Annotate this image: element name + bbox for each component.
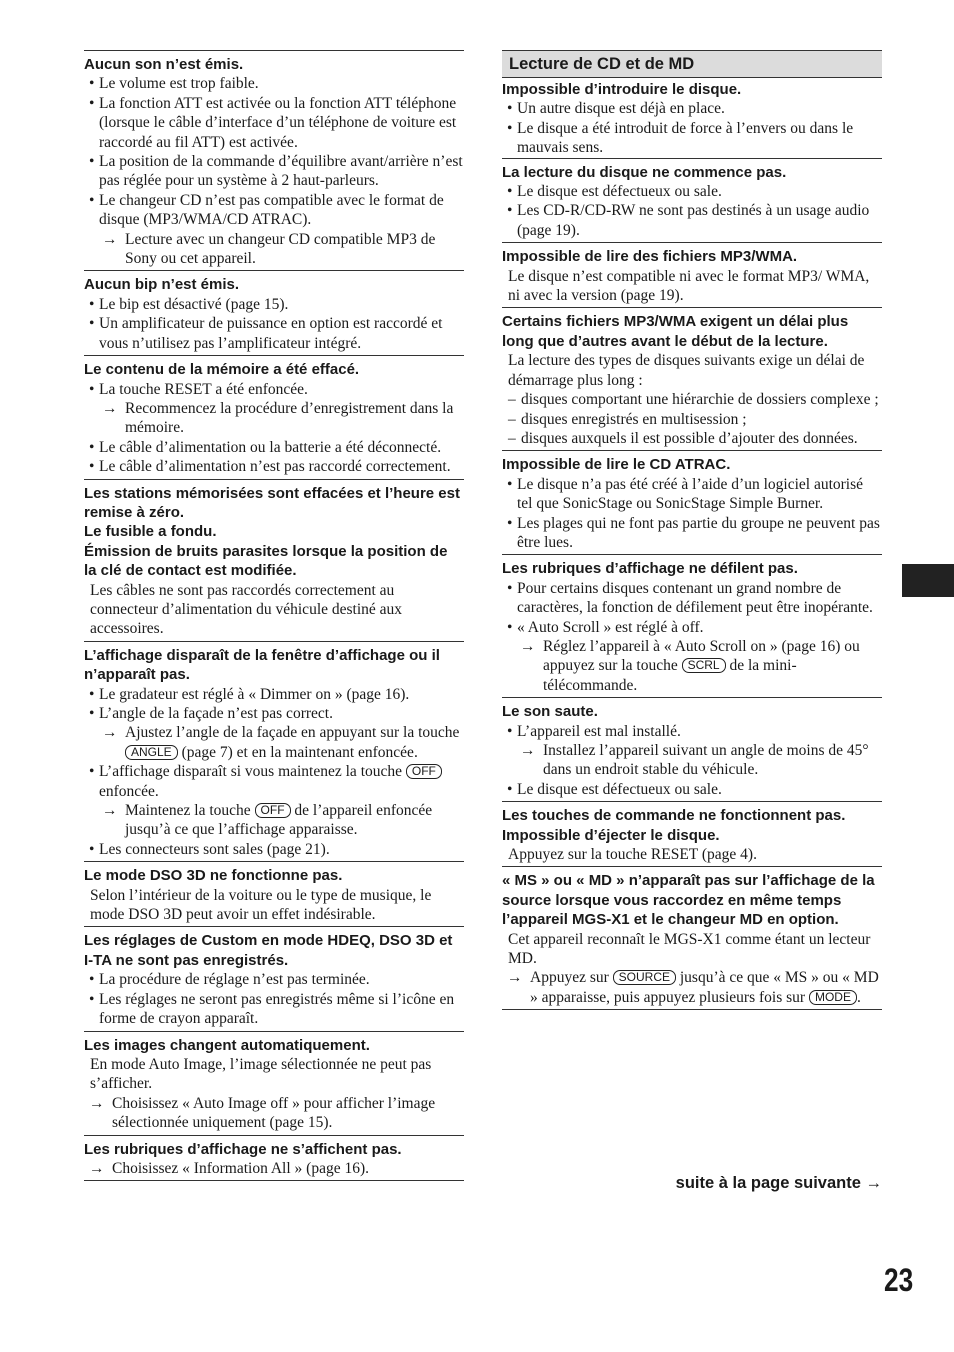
text: Réglez l’appareil à « Auto Scroll on » (page 16) ou appuyez sur la touche xyxy=(543,637,860,675)
arrow-item: → Recommencez la procédure d’enregistrement dans la mémoire. xyxy=(84,399,464,438)
paragraph: En mode Auto Image, l’image sélectionnée ne peut pas s’afficher. xyxy=(90,1055,432,1093)
text: Maintenez la touche xyxy=(125,802,251,820)
dash-item: – disques auxquels il est possible d’ajouter des données. xyxy=(502,429,882,448)
side-tab-marker xyxy=(902,564,954,597)
left-section-no-sound xyxy=(84,50,464,270)
bullet: • La position de la commande d’équilibre avant/arrière n’est pas réglée pour un système à 2 haut-parleurs. xyxy=(84,152,464,191)
heading: Aucun son n’est émis. xyxy=(84,56,244,73)
bullet: • Le disque n’a pas été créé à l’aide d’un logiciel autorisé tel que SonicStage ou SonicStage Simple Burner. xyxy=(502,475,882,514)
bullet xyxy=(84,762,464,801)
right-column xyxy=(502,50,882,1010)
left-section-images xyxy=(84,1031,464,1135)
paragraph: Cet appareil reconnaît le MGS-X1 comme étant un lecteur MD. xyxy=(508,930,871,968)
bullet: • Le changeur CD n’est pas compatible avec le format de disque (MP3/WMA/CD ATRAC). xyxy=(84,191,464,230)
arrow-item xyxy=(502,968,882,1007)
arrow-item: → Choisissez « Auto Image off » pour afficher l’image sélectionnée uniquement (page 15). xyxy=(84,1094,464,1133)
text: Ajustez l’angle de la façade en appuyant sur la touche xyxy=(125,724,460,742)
arrow-item xyxy=(502,637,882,695)
paragraph: Selon l’intérieur de la voiture ou le type de musique, le mode DSO 3D peut avoir un effet indésirable. xyxy=(90,886,432,924)
angle-key: ANGLE xyxy=(125,745,178,760)
dash-item: – disques comportant une hiérarchie de dossiers complexe ; xyxy=(502,390,882,409)
right-section-playback xyxy=(502,158,882,243)
right-section-atrac xyxy=(502,450,882,554)
paragraph: Le disque n’est compatible ni avec le format MP3/ WMA, ni avec la version (page 19). xyxy=(508,267,870,305)
text: L’affichage disparaît si vous maintenez la touche xyxy=(99,763,403,781)
text: (page 7) et en la maintenant enfoncée. xyxy=(181,743,418,761)
left-section-display-disappears xyxy=(84,641,464,861)
right-section-ms-md xyxy=(502,866,882,1010)
heading: Les images changent automatiquement. xyxy=(84,1036,370,1054)
off-key: OFF xyxy=(406,764,442,779)
scrl-key: SCRL xyxy=(682,658,726,673)
bullet: • Les réglages ne seront pas enregistrés même si l’icône en forme de crayon apparaît. xyxy=(84,990,464,1029)
bullet: • L’appareil est mal installé. xyxy=(502,722,882,741)
text: Appuyez sur xyxy=(530,969,609,987)
heading: Aucun bip n’est émis. xyxy=(84,276,240,294)
text: de l’appareil enfoncée jusqu’à ce que l’affichage apparaisse. xyxy=(125,802,433,839)
bullet: • La fonction ATT est activée ou la fonction ATT téléphone (lorsque le câble d’interface d’un téléphone de voiture est raccordé au fil ATT) est activée. xyxy=(84,94,464,152)
paragraph: Les câbles ne sont pas raccordés correctement au connecteur d’alimentation du véhicule destiné aux accessoires. xyxy=(90,581,403,638)
arrow-item: → Lecture avec un changeur CD compatible MP3 de Sony ou cet appareil. xyxy=(84,230,464,269)
heading: Le fusible a fondu. xyxy=(84,523,217,541)
heading: Le contenu de la mémoire a été effacé. xyxy=(84,361,360,379)
bullet: • Les plages qui ne font pas partie du groupe ne peuvent pas être lues. xyxy=(502,514,882,553)
bullet: • « Auto Scroll » est réglé à off. xyxy=(502,618,882,637)
bullet: • Les connecteurs sont sales (page 21). xyxy=(84,840,464,859)
left-section-memory-erased xyxy=(84,355,464,478)
left-column xyxy=(84,50,464,1181)
paragraph: La lecture des types de disques suivants exige un délai de démarrage plus long : xyxy=(508,352,865,389)
arrow-item: → Installez l’appareil suivant un angle de moins de 45° dans un endroit stable du véhicule. xyxy=(502,741,882,780)
text: jusqu’à ce que « MS » ou « MD » apparaisse, puis appuyez plusieurs fois sur xyxy=(530,969,879,1006)
heading: « MS » ou « MD » n’apparaît pas sur l’affichage de la source lorsque vous raccordez en même temps l’appareil MGS-X1 et le changeur MD en option. xyxy=(502,872,875,929)
bullet: • Le disque a été introduit de force à l’envers ou dans le mauvais sens. xyxy=(502,119,882,158)
arrow-item: → Choisissez « Information All » (page 16). xyxy=(84,1159,464,1178)
right-section-buttons xyxy=(502,801,882,866)
left-section-no-beep xyxy=(84,270,464,355)
heading: Les rubriques d’affichage ne s’affichent pas. xyxy=(84,1140,402,1158)
right-section-skips xyxy=(502,697,882,801)
left-section-custom xyxy=(84,926,464,1030)
off-key: OFF xyxy=(255,803,291,818)
text: enfoncée. xyxy=(99,782,159,800)
heading: Impossible d’éjecter le disque. xyxy=(502,826,720,844)
heading: Les rubriques d’affichage ne défilent pas. xyxy=(502,560,798,578)
left-section-display-items xyxy=(84,1135,464,1182)
bullet: • Un amplificateur de puissance en option est raccordé et vous n’utilisez pas l’amplificateur intégré. xyxy=(84,314,464,353)
mode-key: MODE xyxy=(809,990,857,1005)
bullet: • Le câble d’alimentation n’est pas raccordé correctement. xyxy=(84,457,464,476)
right-section-mp3 xyxy=(502,242,882,307)
bullet: • L’angle de la façade n’est pas correct. xyxy=(84,704,464,723)
heading: Impossible de lire le CD ATRAC. xyxy=(502,456,731,474)
continued-next-page: suite à la page suivante → xyxy=(675,1174,882,1192)
heading: Impossible d’introduire le disque. xyxy=(502,81,742,98)
heading: La lecture du disque ne commence pas. xyxy=(502,163,787,181)
arrow-item xyxy=(84,801,464,840)
right-section-delay xyxy=(502,307,882,450)
bullet: • Le bip est désactivé (page 15). xyxy=(84,295,464,314)
heading: Les stations mémorisées sont effacées et l’heure est remise à zéro. xyxy=(84,484,460,521)
text: de la mini-télécommande. xyxy=(543,657,797,694)
bullet: • Les CD-R/CD-RW ne sont pas destinés à un usage audio (page 19). xyxy=(502,201,882,240)
bullet: • Le câble d’alimentation ou la batterie a été déconnecté. xyxy=(84,438,464,457)
right-section-insert xyxy=(502,80,882,158)
heading: Les réglages de Custom en mode HDEQ, DSO 3D et I-TA ne sont pas enregistrés. xyxy=(84,932,453,969)
bullet: • Le gradateur est réglé à « Dimmer on » (page 16). xyxy=(84,685,464,704)
bullet: • Le volume est trop faible. xyxy=(84,74,464,93)
heading: Certains fichiers MP3/WMA exigent un délai plus long que d’autres avant le début de la lecture. xyxy=(502,313,849,350)
dash-item: – disques enregistrés en multisession ; xyxy=(502,410,882,429)
section-banner: Lecture de CD et de MD xyxy=(502,50,882,78)
bullet: • Pour certains disques contenant un grand nombre de caractères, la fonction de défilement peut être inopérante. xyxy=(502,579,882,618)
heading: Le mode DSO 3D ne fonctionne pas. xyxy=(84,867,343,885)
right-section-scroll xyxy=(502,554,882,697)
heading: L’affichage disparaît de la fenêtre d’affichage ou il n’apparaît pas. xyxy=(84,646,440,684)
bullet: • Le disque est défectueux ou sale. xyxy=(502,182,882,201)
heading: Impossible de lire des fichiers MP3/WMA. xyxy=(502,248,798,266)
arrow-item xyxy=(84,723,464,762)
paragraph: Appuyez sur la touche RESET (page 4). xyxy=(508,846,757,864)
heading: Émission de bruits parasites lorsque la position de la clé de contact est modifiée. xyxy=(84,542,448,580)
left-section-stations-erased xyxy=(84,479,464,641)
left-section-dso xyxy=(84,861,464,926)
bullet: • La procédure de réglage n’est pas terminée. xyxy=(84,970,464,989)
bullet: • Un autre disque est déjà en place. xyxy=(502,99,882,118)
page-number: 23 xyxy=(884,1262,914,1298)
heading: Les touches de commande ne fonctionnent pas. xyxy=(502,807,846,825)
source-key: SOURCE xyxy=(613,970,676,985)
bullet: • La touche RESET a été enfoncée. xyxy=(84,380,464,399)
heading: Le son saute. xyxy=(502,703,598,721)
bullet: • Le disque est défectueux ou sale. xyxy=(502,780,882,799)
text: . xyxy=(856,988,861,1006)
